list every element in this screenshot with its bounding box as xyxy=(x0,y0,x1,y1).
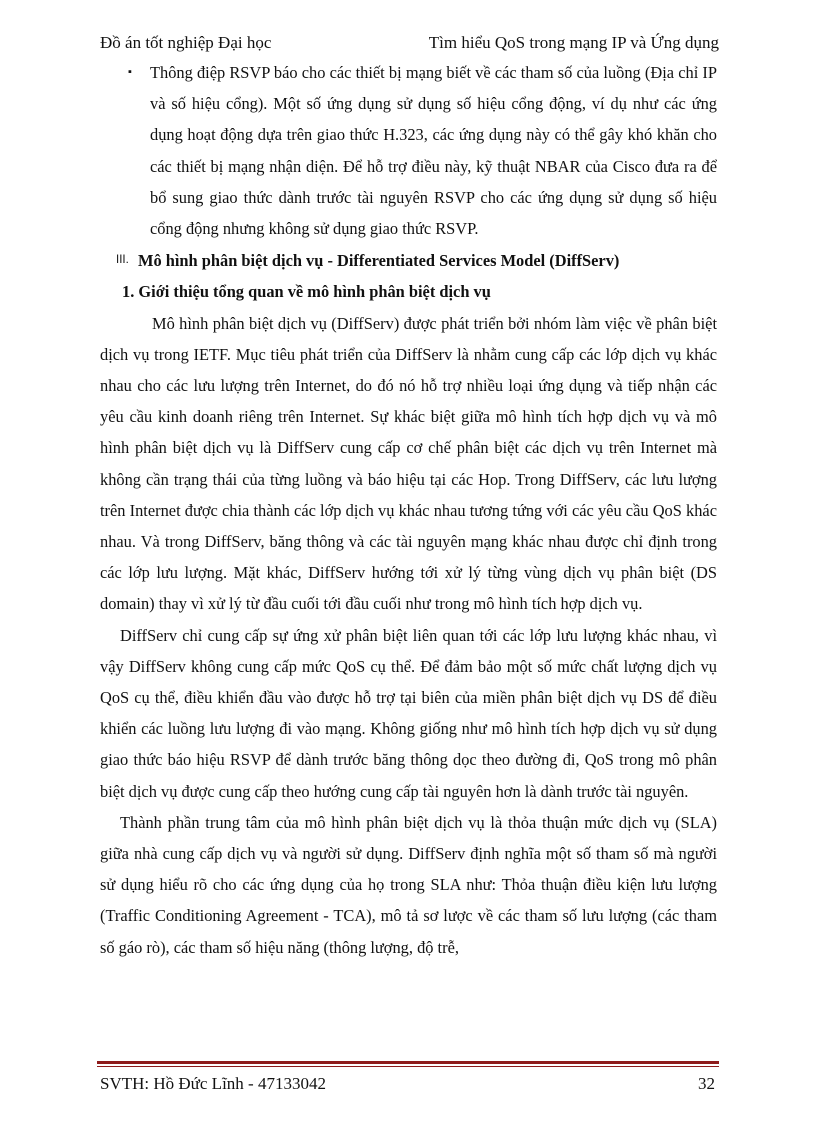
footer-divider-thick xyxy=(97,1061,719,1064)
footer-divider-thin xyxy=(97,1066,719,1067)
page-number: 32 xyxy=(698,1074,715,1093)
header-document-type: Đồ án tốt nghiệp Đại học xyxy=(100,33,272,52)
page-header xyxy=(97,30,719,56)
bullet-text: Thông điệp RSVP báo cho các thiết bị mạng biết về các tham số của luồng (Địa chỉ IP và số hiệu cổng). Một số ứng dụng sử dụng số hiệu cổng động, ví dụ như các ứng dụng hoạt động dựa trên giao thức H.323, các ứng dụng này có thể gây khó khăn cho các thiết bị mạng nhận diện. Để hỗ trợ điều này, kỹ thuật NBAR của Cisco đưa ra để bổ sung giao thức dành trước tài nguyên RSVP cho các ứng dụng sử dụng số hiệu cổng động nhưng không sử dụng giao thức RSVP. xyxy=(150,63,717,239)
header-document-title: Tìm hiểu QoS trong mạng IP và Ứng dụng xyxy=(428,33,719,52)
paragraph-1: Mô hình phân biệt dịch vụ (DiffServ) được phát triển bởi nhóm làm việc về phân biệt dịch vụ trong IETF. Mục tiêu phát triển của DiffServ là nhằm cung cấp các lớp dịch vụ khác nhau cho các lưu lượng trên Internet, do đó nó hỗ trợ nhiều loại ứng dụng và tiếp nhận các yêu cầu kinh doanh riêng trên Internet. Sự khác biệt giữa mô hình tích hợp dịch vụ và mô hình phân biệt dịch vụ là DiffServ cung cấp cơ chế phân biệt các dịch vụ trên Internet mà không cần trạng thái của từng luồng và báo hiệu tại các Hop. Trong DiffServ, các lưu lượng trên Internet được chia thành các lớp dịch vụ khác nhau tương tứng với các yêu cầu QoS khác nhau. Và trong DiffServ, băng thông và các tài nguyên mạng khác nhau được chỉ định trong các lớp lưu lượng. Mặt khác, DiffServ hướng tới xử lý từng vùng dịch vụ phân biệt (DS domain) thay vì xử lý từ đầu cuối tới đầu cuối như trong mô hình tích hợp dịch vụ. xyxy=(100,313,717,614)
square-bullet-icon: ▪ xyxy=(128,66,132,78)
paragraph-2: DiffServ chỉ cung cấp sự ứng xử phân biệt liên quan tới các lớp lưu lượng khác nhau, vì vậy DiffServ không cung cấp mức QoS cụ thể. Để đảm bảo một số mức chất lượng dịch vụ QoS cụ thể, điều khiển đầu vào được hỗ trợ tại biên của miền phân biệt dịch vụ DS để điều khiển các luồng lưu lượng đi vào mạng. Không giống như mô hình tích hợp dịch vụ sử dụng giao thức báo hiệu RSVP để dành trước băng thông dọc theo đường đi, QoS trong mô phân biệt dịch vụ được cung cấp theo hướng cung cấp tài nguyên hơn là dành trước tài nguyên. xyxy=(100,625,717,801)
section-title: Mô hình phân biệt dịch vụ - Differentiated Services Model (DiffServ) xyxy=(138,251,620,271)
footer-student-info: SVTH: Hồ Đức Lĩnh - 47133042 xyxy=(100,1074,326,1093)
subsection-heading: 1. Giới thiệu tổng quan về mô hình phân biệt dịch vụ xyxy=(122,282,491,302)
page-footer xyxy=(97,1071,719,1097)
page-body xyxy=(100,57,717,963)
paragraph-3: Thành phần trung tâm của mô hình phân biệt dịch vụ là thỏa thuận mức dịch vụ (SLA) giữa nhà cung cấp dịch vụ và người sử dụng. DiffServ định nghĩa một số tham số mà người sử dụng hiểu rõ cho các ứng dụng của họ trong SLA như: Thỏa thuận điều kiện lưu lượng (Traffic Conditioning Agreement - TCA), mô tả sơ lược về các tham số lưu lượng (các tham số gáo rò), các tham số hiệu năng (thông lượng, độ trễ, xyxy=(100,812,717,957)
bullet-item-rsvp xyxy=(100,57,717,244)
section-number: III. xyxy=(116,254,129,267)
section-heading xyxy=(100,245,717,276)
